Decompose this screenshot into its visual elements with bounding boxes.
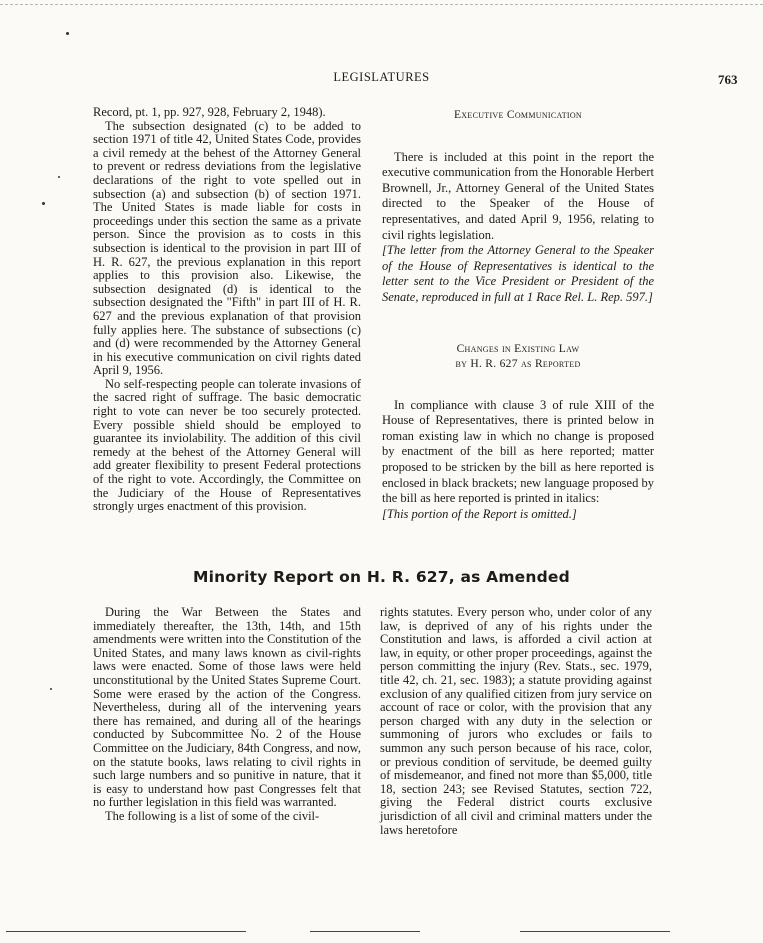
footer-rule (310, 931, 420, 932)
running-title: LEGISLATURES (333, 70, 430, 84)
paragraph: In compliance with clause 3 of rule XIII of the House of Representatives, there is printed below in roman existing law in which no change is proposed by enactment of the bill as here reported; matter proposed to be stricken by the bill as here reported is enclosed in black brackets; new language proposed by the bill as here reported is printed in italics: (382, 397, 654, 506)
scan-speck (58, 176, 60, 178)
minority-report-title: Minority Report on H. R. 627, as Amended (193, 568, 570, 586)
footer-rule (520, 931, 670, 932)
heading-line: by H. R. 627 as Reported (455, 357, 581, 370)
heading-line: Changes in Existing Law (456, 342, 580, 355)
scan-speck (50, 688, 52, 690)
paragraph: The following is a list of some of the civil- (105, 808, 320, 823)
scan-speck (42, 202, 45, 205)
editorial-note: [This portion of the Report is omitted.] (382, 506, 577, 521)
page-number: 763 (718, 72, 738, 87)
paragraph: The subsection designated (c) to be added to section 1971 of title 42, United States Code, provides a civil remedy at the behest of the Attorney General to prevent or redress deviations from the legislative declarations of the right to vote spelled out in subsection (a) and subsection (b) of section 1971. The United States is made liable for costs in proceedings under this section the same as a private person. Since the provision as to costs in this subsection is identical to the provision in part III of H. R. 627, the previous explanation in this report applies to this provision also. Likewise, the subsection designated (d) is identical to the subsection designated the "Fifth" in part III of H. R. 627 and the previous explanation of that provision fully applies here. The substance of subsections (c) and (d) were recommended by the Attorney General in his executive communication on civil rights dated April 9, 1956. (93, 118, 361, 378)
paragraph: During the War Between the States and immediately thereafter, the 13th, 14th, and 15th amendments were written into the Constitution of the United States, and many laws known as civil-rights laws were enacted. Some of those laws were held unconstitutional by the United States Supreme Court. Some were erased by the action of the Congress. Nevertheless, during all of the intervening years there has remained, and during all of the hearings conducted by Subcommittee No. 2 of the House Committee on the Judiciary, 84th Congress, and now, on the statute books, laws relating to civil rights in such large numbers and so punitive in nature, that it is easy to understand how past Congresses felt that no further legislation in this field was warranted. (93, 605, 361, 810)
paragraph: No self-respecting people can tolerate invasions of the sacred right of suffrage. The basic democratic right to vote can never be too securely protected. Every possible shield should be employed to guarantee its inviolability. The addition of this civil remedy at the behest of the Attorney General will add greater flexibility to present Federal protections of the right to vote. Accordingly, the Committee on the Judiciary of the House of Representatives strongly urges enactment of this provision. (93, 376, 361, 514)
left-column-top (93, 106, 361, 514)
editorial-note: [The letter from the Attorney General to the Speaker of the House of Representatives is identical to the letter sent to the Vice President or President of the Senate, reproduced in full at 1 Race Rel. L. Rep. 597.] (382, 243, 654, 304)
page-edge-dashes (0, 4, 763, 5)
paragraph: Record, pt. 1, pp. 927, 928, February 2, 1948). (93, 105, 326, 119)
right-column-bottom (380, 606, 652, 837)
section-heading-changes-in-existing-law (382, 342, 654, 372)
section-heading-executive-communication: Executive Communication (453, 109, 583, 121)
footer-rule (6, 931, 246, 932)
paragraph: There is included at this point in the report the executive communication from the Honorable Herbert Brownell, Jr., Attorney General of the United States directed to the Speaker of the House of representatives, and dated April 9, 1956, relating to civil rights legislation. (382, 149, 654, 242)
scan-speck (66, 32, 69, 35)
left-column-bottom (93, 606, 361, 824)
paragraph: rights statutes. Every person who, under color of any law, is deprived of any of his rights under the Constitution and laws, is afforded a civil action at law, in equity, or other proper proceedings, against the person committing the injury (Rev. Stats., sec. 1979, title 42, ch. 21, sec. 1983); a statute providing against exclusion of any qualified citizen from jury service on account of race or color, with the provision that any person charged with any duty in the selection or summoning of jurors who excludes or fails to summon any such person because of his race, color, or previous condition of servitude, be deemed guilty of misdemeanor, and fined not more than $5,000, title 18, section 243; see Revised Statutes, section 722, giving the Federal district courts exclusive jurisdiction of all civil and criminal matters under the laws heretofore (380, 605, 652, 837)
right-column-top (382, 108, 654, 522)
